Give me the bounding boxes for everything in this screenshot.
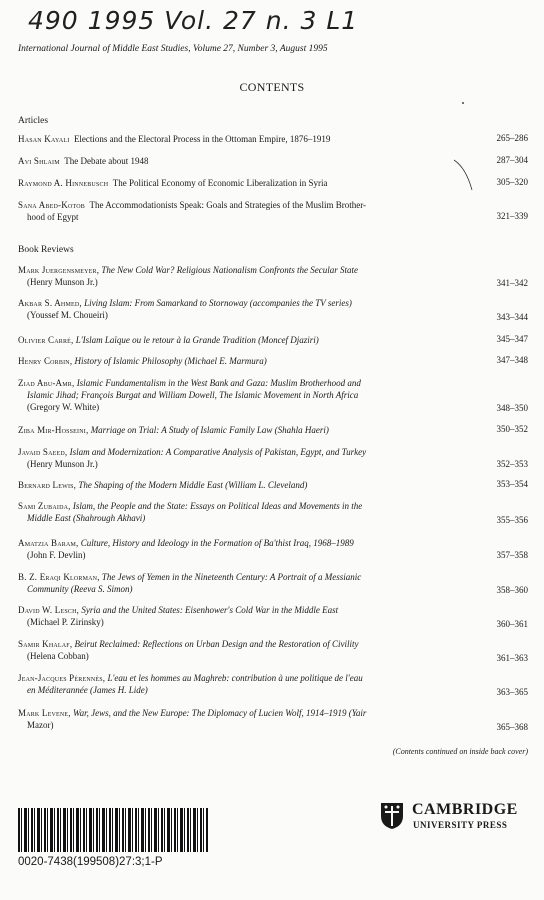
publisher-press: UNIVERSITY PRESS [413, 820, 508, 830]
entry-pages: 345–347 [496, 334, 528, 344]
publisher-logo [380, 800, 530, 834]
entry-pages: 353–354 [496, 479, 528, 489]
publisher-name: CAMBRIDGE [412, 801, 518, 818]
entry-pages: 360–361 [496, 619, 528, 629]
entry-author: Akbar S. Ahmed, [18, 298, 82, 308]
entry-title: War, Jews, and the New Europe: The Diplomacy of Lucien Wolf, 1914–1919 (Yair [72, 708, 367, 718]
entry-author: Sana Abed-Kotob [18, 200, 85, 210]
entry-title: Culture, History and Ideology in the Formation of Ba'thist Iraq, 1968–1989 [80, 538, 354, 548]
entry-title: The New Cold War? Religious Nationalism Confronts the Secular State [101, 265, 358, 275]
entry-title: Islam and Modernization: A Comparative Analysis of Pakistan, Egypt, and Turkey [69, 447, 367, 457]
entry-author: Henry Corbin, [18, 356, 73, 366]
entry-title-cont: (Henry Munson Jr.) [27, 459, 98, 469]
entry-author: Amatzia Baram, [18, 538, 79, 548]
entry-pages: 355–356 [496, 515, 528, 525]
toc-entry [18, 500, 498, 524]
entry-title-cont: (Henry Munson Jr.) [27, 277, 98, 287]
entry-title: Living Islam: From Samarkand to Stornoway (accompanies the TV series) [84, 298, 352, 308]
entry-author: B. Z. Eraqi Klorman, [18, 572, 100, 582]
entry-author: David W. Lesch, [18, 605, 80, 615]
toc-entry [18, 133, 498, 145]
entry-pages: 321–339 [496, 211, 528, 221]
contents-heading: CONTENTS [239, 80, 305, 94]
entry-pages: 347–348 [496, 355, 528, 365]
entry-author: Javaid Saeed, [18, 447, 68, 457]
entry-title: Islam, the People and the State: Essays on Political Ideas and Movements in the [72, 501, 363, 511]
entry-author: Ziad Abu-Amr, [18, 378, 75, 388]
barcode [18, 808, 208, 852]
section-articles: Articles [18, 116, 49, 126]
entry-pages: 287–304 [496, 155, 528, 165]
entry-title-cont: (Michael P. Zirinsky) [27, 617, 104, 627]
entry-pages: 343–344 [496, 312, 528, 322]
toc-entry [18, 199, 498, 223]
entry-title: History of Islamic Philosophy (Michael E. Marmura) [74, 356, 267, 366]
entry-author: Olivier Carré, [18, 335, 74, 345]
entry-author: Jean-Jacques Pérennès, [18, 673, 106, 683]
entry-pages: 357–358 [496, 550, 528, 560]
toc-entry [18, 479, 498, 491]
entry-title-cont: Islamic Jihad; François Burgat and William Dowell, The Islamic Movement in North Africa [27, 390, 359, 400]
toc-entry [18, 264, 498, 288]
entry-pages: 363–365 [496, 687, 528, 697]
entry-title-cont: (Youssef M. Choueiri) [27, 310, 108, 320]
entry-author: Mark Levene, [18, 708, 71, 718]
toc-entry [18, 297, 498, 321]
entry-title: The Jews of Yemen in the Nineteenth Century: A Portrait of a Messianic [101, 572, 362, 582]
entry-title: Beirut Reclaimed: Reflections on Urban Design and the Restoration of Civility [74, 639, 359, 649]
entry-title: The Debate about 1948 [64, 156, 149, 166]
entry-author: Bernard Lewis, [18, 480, 77, 490]
entry-pages: 350–352 [496, 424, 528, 434]
entry-title: The Shaping of the Modern Middle East (William L. Cleveland) [78, 480, 308, 490]
toc-entry [18, 604, 498, 628]
cambridge-shield-icon [380, 802, 404, 830]
entry-pages: 348–350 [496, 403, 528, 413]
toc-entry [18, 638, 498, 662]
toc-entry [18, 334, 498, 346]
entry-title-cont: Community (Reeva S. Simon) [27, 584, 133, 594]
entry-title-cont: Middle East (Shahrough Akhavi) [27, 513, 146, 523]
entry-title-cont: hood of Egypt [27, 212, 79, 222]
entry-title: Marriage on Trial: A Study of Islamic Family Law (Shahla Haeri) [90, 425, 329, 435]
entry-title: L'Islam Laïque ou le retour à la Grande Tradition (Moncef Djaziri) [75, 335, 319, 345]
entry-author: Sami Zubaida, [18, 501, 71, 511]
entry-author: Samir Khalaf, [18, 639, 73, 649]
journal-citation: International Journal of Middle East Studies, Volume 27, Number 3, August 1995 [18, 44, 328, 54]
entry-title: The Accommodationists Speak: Goals and Strategies of the Muslim Brother- [89, 200, 367, 210]
entry-title: Elections and the Electoral Process in the Ottoman Empire, 1876–1919 [73, 134, 331, 144]
entry-title: Syria and the United States: Eisenhower's Cold War in the Middle East [81, 605, 339, 615]
entry-title-cont: (John F. Devlin) [27, 550, 86, 560]
entry-title: L'eau et les hommes au Maghreb: contribution à une politique de l'eau [107, 673, 363, 683]
entry-pages: 365–368 [496, 722, 528, 732]
entry-pages: 352–353 [496, 459, 528, 469]
entry-author: Hasan Kayalı [18, 134, 70, 144]
entry-pages: 265–286 [496, 133, 528, 143]
toc-entry [18, 355, 498, 367]
toc-entry [18, 377, 498, 413]
entry-title-cont: Mazor) [27, 720, 54, 730]
toc-entry [18, 155, 498, 167]
entry-title-cont: en Méditerannée (James H. Lide) [27, 685, 148, 695]
entry-author: Avi Shlaim [18, 156, 60, 166]
toc-entry [18, 707, 498, 731]
entry-pages: 361–363 [496, 653, 528, 663]
toc-entry [18, 571, 498, 595]
entry-title: Islamic Fundamentalism in the West Bank and Gaza: Muslim Brotherhood and [76, 378, 361, 388]
toc-entry [18, 446, 498, 470]
entry-pages: 358–360 [496, 585, 528, 595]
entry-author: Mark Juergensmeyer, [18, 265, 100, 275]
entry-pages: 305–320 [496, 177, 528, 187]
pen-stroke-mark [452, 158, 476, 192]
toc-entry [18, 672, 498, 696]
entry-author: Raymond A. Hinnebusch [18, 178, 109, 188]
dust-mark [462, 102, 464, 104]
handwritten-annotation: 490 1995 Vol. 27 n. 3 L1 [28, 6, 359, 35]
entry-author: Ziba Mir-Hosseini, [18, 425, 89, 435]
entry-title-cont2: (Gregory W. White) [27, 402, 100, 412]
entry-pages: 341–342 [496, 278, 528, 288]
toc-entry [18, 424, 498, 436]
toc-entry [18, 537, 498, 561]
entry-title-cont: (Helena Cobban) [27, 651, 89, 661]
section-book-reviews: Book Reviews [18, 245, 74, 255]
barcode-number: 0020-7438(199508)27:3;1-P [18, 856, 163, 868]
toc-entry [18, 177, 498, 189]
continued-note: (Contents continued on inside back cover) [392, 747, 528, 756]
entry-title: The Political Economy of Economic Liberalization in Syria [112, 178, 328, 188]
